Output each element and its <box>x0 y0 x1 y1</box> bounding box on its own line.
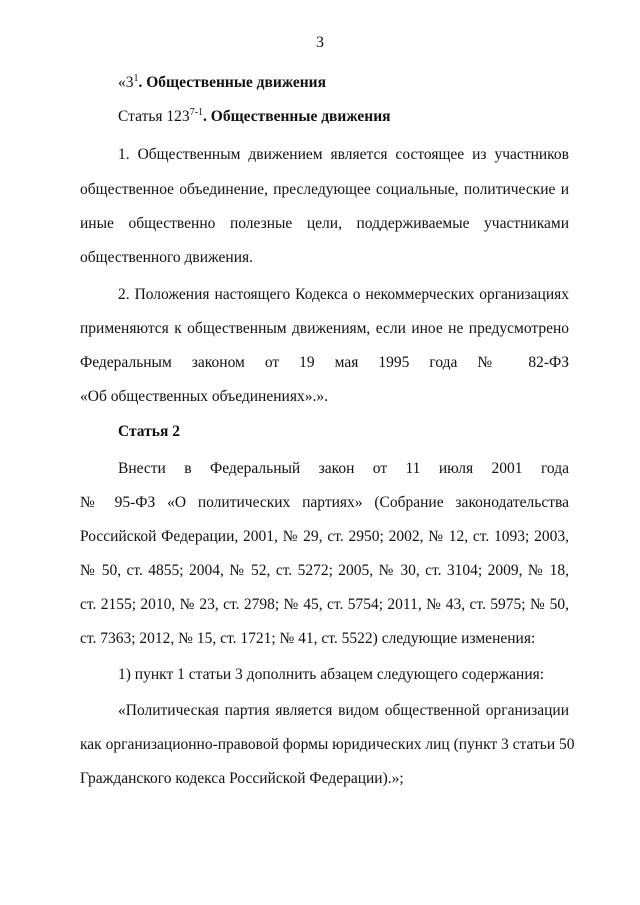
article-superscript: 7-1 <box>189 107 204 118</box>
section-title: . Общественные движения <box>138 74 326 91</box>
section-superscript: 1 <box>133 73 139 84</box>
page-number: 3 <box>316 34 324 51</box>
article-heading <box>118 107 569 127</box>
paragraph-line: применяются к общественным движениям, если иное не предусмотрено <box>80 320 569 337</box>
article-2-heading: Статья 2 <box>118 423 180 440</box>
paragraph-line: как организационно-правовой формы юридических лиц (пункт 3 статьи 50 <box>80 736 575 753</box>
paragraph-line: «Политическая партия является видом общественной организации <box>118 702 569 719</box>
paragraph-line: 1) пункт 1 статьи 3 дополнить абзацем следующего содержания: <box>118 666 545 683</box>
paragraph-line: ст. 7363; 2012, № 15, ст. 1721; № 41, ст. 5522) следующие изменения: <box>80 630 536 647</box>
paragraph-line: № 50, ст. 4855; 2004, № 52, ст. 5272; 2005, № 30, ст. 3104; 2009, № 18, <box>80 562 569 579</box>
article-prefix: Статья 123 <box>118 108 190 125</box>
paragraph-line: Федеральным законом от 19 мая 1995 года № 82-ФЗ <box>80 354 569 371</box>
paragraph-line: общественное объединение, преследующее социальные, политические и <box>80 181 569 198</box>
paragraph-line: ст. 2155; 2010, № 23, ст. 2798; № 45, ст. 5754; 2011, № 43, ст. 5975; № 50, <box>80 596 569 613</box>
paragraph-line: 1. Общественным движением является состоящее из участников <box>118 146 569 163</box>
paragraph-line: Российской Федерации, 2001, № 29, ст. 2950; 2002, № 12, ст. 1093; 2003, <box>80 528 569 545</box>
article-title: . Общественные движения <box>203 108 391 125</box>
paragraph-line: 2. Положения настоящего Кодекса о некоммерческих организациях <box>118 286 569 303</box>
paragraph-line: Гражданского кодекса Российской Федерации).»; <box>80 770 404 787</box>
paragraph-line: общественного движения. <box>80 249 254 266</box>
section-prefix: «3 <box>118 74 134 91</box>
paragraph-line: иные общественно полезные цели, поддерживаемые участниками <box>80 215 569 232</box>
paragraph-line: № 95-ФЗ «О политических партиях» (Собрание законодательства <box>80 494 569 511</box>
paragraph-line: Внести в Федеральный закон от 11 июля 2001 года <box>118 460 569 477</box>
paragraph-line: «Об общественных объединениях».». <box>80 388 328 405</box>
section-heading <box>118 73 569 93</box>
